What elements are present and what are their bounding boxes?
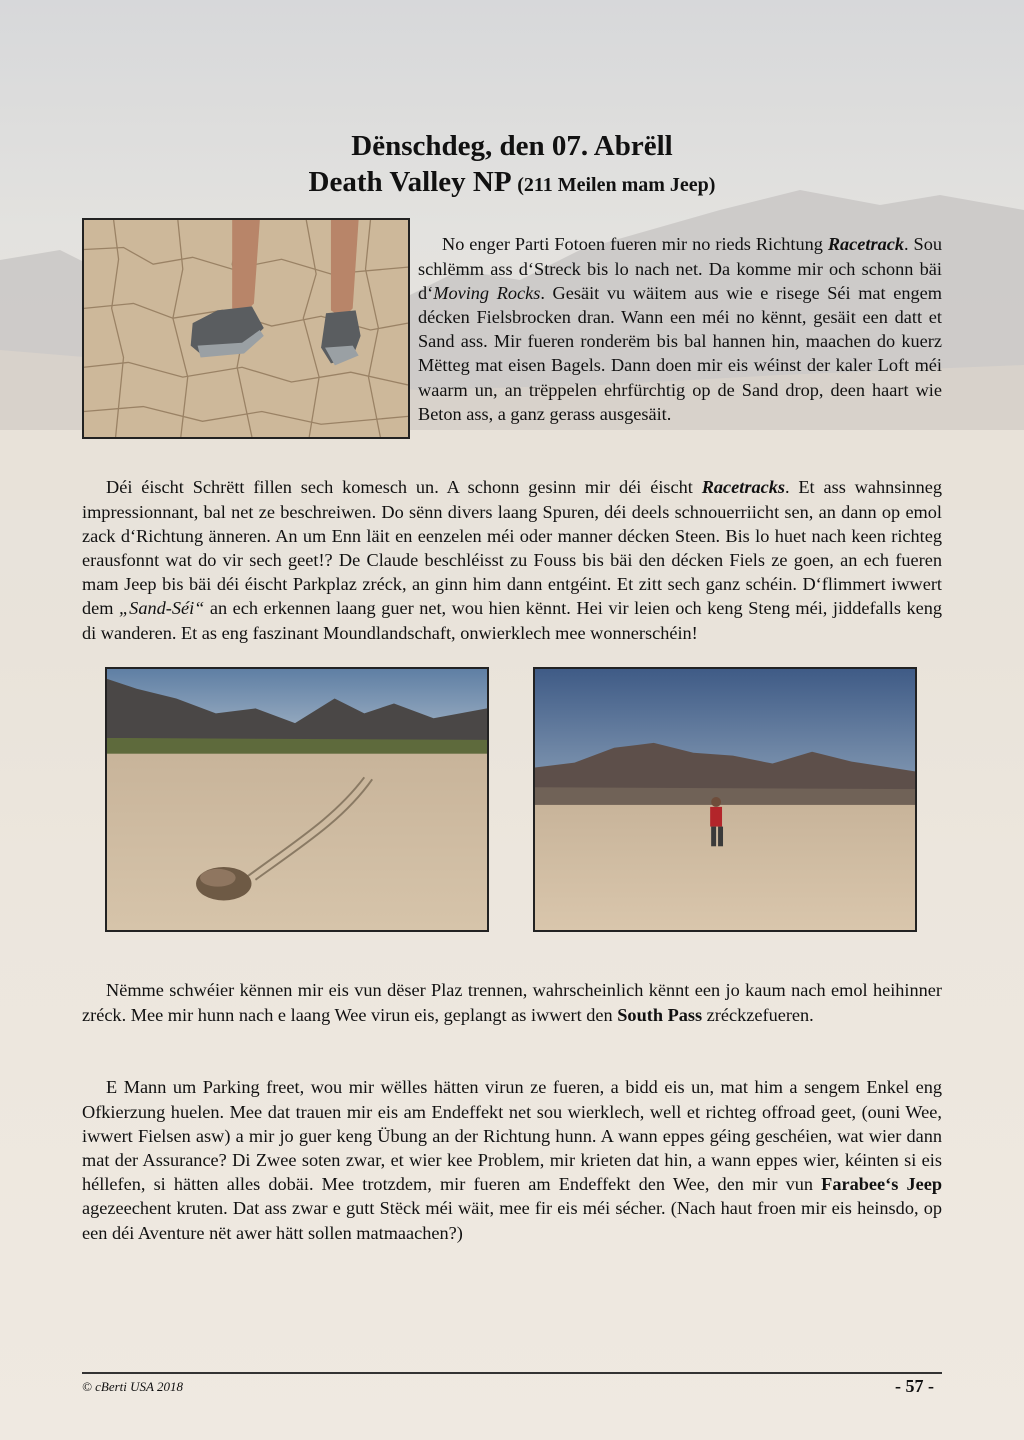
farabee-jeep-term: Farabee‘s Jeep	[821, 1174, 942, 1195]
date-heading: Dënschdeg, den 07. Abrëll	[351, 130, 673, 162]
south-pass-term: South Pass	[617, 1004, 703, 1025]
location-name: Death Valley NP	[308, 166, 510, 199]
location-heading	[0, 164, 1024, 200]
page-title	[0, 128, 1024, 201]
paragraph-1-text-b: . Sou schlëmm ass d‘Streck bis lo nach net. Da komme mir och schonn bäi d‘	[418, 234, 942, 303]
paragraph-2	[82, 475, 942, 644]
paragraph-2-text-b: . Et ass wahnsinneg impressionnant, bal net ze beschreiwen. Do sënn divers laang Spuren, déi deels schnouerriicht sen, an dann op emol zack d‘Richtung änneren. An um Enn läit en eenzelen méi oder manner décken Steen. Bis lo huet nach keen richteg erausfonnt wat do vir sech geet!? De Claude beschléisst zu Fouss bis bäi den décken Fiels ze goen, an ech fueren mam Jeep bis bäi déi éischt Parkplaz zréck, an ginn him dann entgéint. Et zitt sech ganz schéin. D‘flimmert iwwert dem	[82, 477, 942, 619]
paragraph-3-text-a: Nëmme schwéier kënnen mir eis vun dëser Plaz trennen, wahrscheinlich kënnt een jo kaum nach emol heihinner zréck. Mee mir hunn nach e laang Wee virun eis, geplangt as iwwert den	[82, 980, 942, 1025]
moving-rocks-term: Moving Rocks	[433, 282, 541, 303]
copyright-notice: © cBerti USA 2018	[82, 1379, 183, 1394]
paragraph-1-text-a: No enger Parti Fotoen fueren mir no rieds Richtung	[442, 234, 828, 255]
paragraph-2-text-c: an ech erkennen laang guer net, wou hien kënnt. Hei vir leien och keng Steng méi, jiddefalls keng di wanderen. Et as eng faszinant Moundlandschaft, onwierklech mee wonnerschéin!	[82, 598, 942, 643]
paragraph-4	[82, 1075, 942, 1244]
photo-feet-on-cracked-mud	[82, 218, 410, 439]
paragraph-4-text-a: E Mann um Parking freet, wou mir wëlles hätten virun ze fueren, a bidd eis un, mat him a sengem Enkel eng Ofkierzung huelen. Mee dat trauen mir eis am Endeffekt net sou wierklech, well et richteg offroad geet, (ouni Wee, iwwert Fielsen asw) a mir jo guer keng Übung an der Richtung hunn. A wann eppes géing geschéien, wat wier dann mat der Assurance? Di Zwee soten zwar, et wier kee Problem, mir krieten dat hin, a wann eppes wier, kéinten si eis héllefen, si hätten alles dobäi. Mee trotzdem, mir fueren am Endeffekt den Wee, den mir vun	[82, 1077, 942, 1195]
racetracks-term: Racetracks	[701, 477, 785, 498]
racetrack-term: Racetrack	[827, 234, 904, 255]
photo-person-on-playa	[533, 667, 917, 932]
footer-divider	[82, 1372, 942, 1374]
sand-sei-term: „Sand-Séi“	[119, 598, 205, 619]
paragraph-3-text-b: zréckzefueren.	[702, 1004, 814, 1025]
page-number: - 57 -	[895, 1376, 934, 1396]
photo-sailing-stone-trail	[105, 667, 489, 932]
paragraph-3	[82, 978, 942, 1026]
paragraph-1	[418, 232, 942, 426]
paragraph-2-text-a: Déi éischt Schrëtt fillen sech komesch un. A schonn gesinn mir déi éischt	[106, 477, 702, 498]
paragraph-1-text-c: . Gesäit vu wäitem aus wie e risege Séi mat engem décken Fielsbrocken dran. Wann een méi no kënnt, gesäit een datt et Sand ass. Mir fueren ronderëm bis bal hannen hin, maachen do kuerz Mëtteg mat eisen Bagels. Dann doen mir eis wéinst der kaler Loft méi waarm un, an trëppelen ehrfürchtig op de Sand drop, deen haart wie Beton ass, a ganz gerass ausgesäit.	[418, 282, 942, 424]
paragraph-4-text-b: agezeechent kruten. Dat ass zwar e gutt Stëck méi wäit, mee fir eis méi sécher. (Nach haut froen mir eis heinsdo, op een déi Aventure nët awer hätt sollen matmaachen?)	[82, 1198, 942, 1243]
mileage-note: (211 Meilen mam Jeep)	[517, 174, 716, 197]
